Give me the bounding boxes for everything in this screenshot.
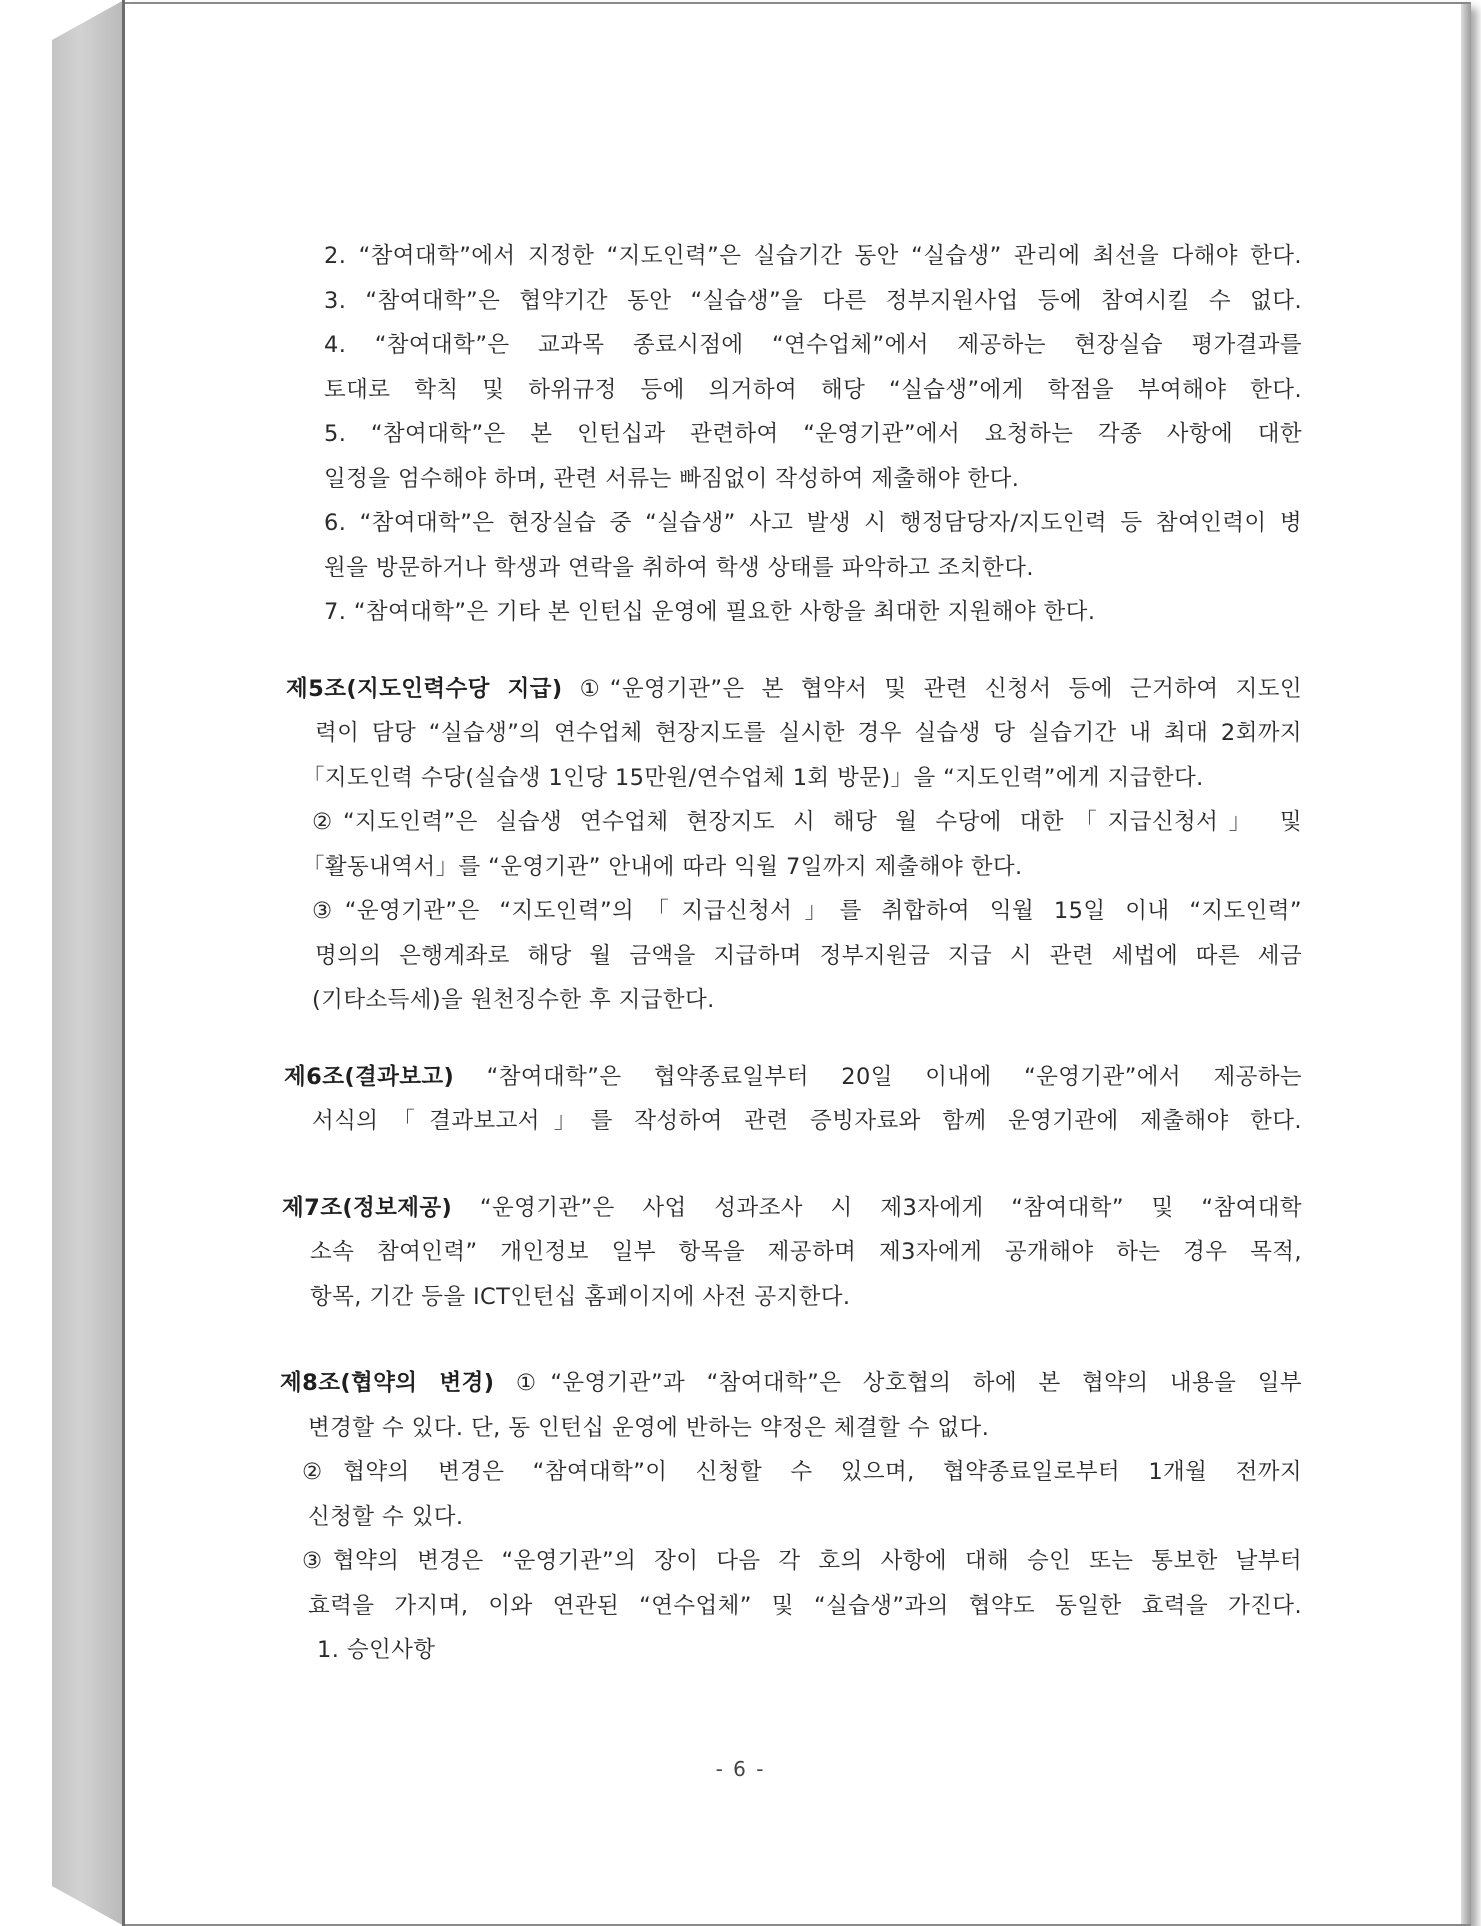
list-item-5-cont: 일정을 엄수해야 하며, 관련 서류는 빠짐없이 작성하여 제출해야 한다.: [324, 465, 1020, 492]
page-content: [162, 234, 1302, 1673]
article-5-para-2: ②“지도인력”은 실습생 연수업체 현장지도 시 해당 월 수당에 대한「지급신청서」 및: [312, 809, 1302, 835]
article-5-para-2-cont: 「활동내역서」를 “운영기관” 안내에 따라 익월 7일까지 제출해야 한다.: [302, 853, 1023, 880]
article-8-line-2: 변경할 수 있다. 단, 동 인턴십 운영에 반하는 약정은 체결할 수 없다.: [308, 1414, 990, 1441]
article-6-line-2: 서식의「결과보고서」를 작성하여 관련 증빙자료와 함께 운영기관에 제출해야 한다.: [312, 1108, 1302, 1134]
article-5-line-3: 「지도인력 수당(실습생 1인당 15만원/연수업체 1회 방문)」을 “지도인력”에게 지급한다.: [302, 764, 1204, 791]
list-item-4-cont: 토대로 학칙 및 하위규정 등에 의거하여 해당 “실습생”에게 학점을 부여해야 한다.: [324, 376, 1302, 403]
article-6-text-1: “참여대학”은 협약종료일부터 20일 이내에 “운영기관”에서 제공하는: [454, 1063, 1302, 1090]
article-6-line-1: [162, 1055, 1302, 1100]
article-8-para-2: ②협약의 변경은 “참여대학”이 신청할 수 있으며, 협약종료일로부터 1개월 전까지: [302, 1459, 1302, 1485]
article-5-line-1: [162, 667, 1302, 712]
article-5-line-2: 력이 담당 “실습생”의 연수업체 현장지도를 실시한 경우 실습생 당 실습기간 내 최대 2회까지: [315, 720, 1302, 746]
article-8-para-3: ③협약의 변경은 “운영기관”의 장이 다음 각 호의 사항에 대해 승인 또는 통보한 날부터: [302, 1548, 1302, 1574]
list-item-6-cont: 원을 방문하거나 학생과 연락을 취하여 학생 상태를 파악하고 조치한다.: [324, 554, 1034, 581]
list-item-2: 2. “참여대학”에서 지정한 “지도인력”은 실습기간 동안 “실습생” 관리에 최선을 다해야 한다.: [324, 243, 1302, 269]
list-item-4: 4. “참여대학”은 교과목 종료시점에 “연수업체”에서 제공하는 현장실습 평가결과를: [324, 332, 1302, 358]
article-8-para-3-cont: 효력을 가지며, 이와 연관된 “연수업체” 및 “실습생”과의 협약도 동일한 효력을 가진다.: [308, 1592, 1302, 1619]
article-7-line-1: [162, 1186, 1302, 1231]
article-5-para-3-cont: 명의의 은행계좌로 해당 월 금액을 지급하며 정부지원금 지급 시 관련 세법에 따른 세금: [315, 942, 1302, 969]
article-7-text-1: “운영기관”은 사업 성과조사 시 제3자에게 “참여대학” 및 “참여대학: [452, 1194, 1302, 1221]
article-6-title: 제6조(결과보고): [284, 1063, 455, 1090]
page-edge-shadow: [1461, 4, 1471, 1924]
list-item-7: 7. “참여대학”은 기타 본 인턴십 운영에 필요한 사항을 최대한 지원해야 한다.: [324, 599, 1096, 625]
article-8-title: 제8조(협약의 변경): [280, 1370, 495, 1396]
list-item-3: 3. “참여대학”은 협약기간 동안 “실습생”을 다른 정부지원사업 등에 참여시킬 수 없다.: [324, 287, 1302, 314]
article-8-para-2-cont: 신청할 수 있다.: [308, 1503, 464, 1530]
document-spine: [52, 0, 124, 1926]
article-7-title: 제7조(정보제공): [282, 1194, 453, 1221]
article-7-line-2: 소속 참여인력” 개인정보 일부 항목을 제공하며 제3자에게 공개해야 하는 경우 목적,: [310, 1239, 1302, 1265]
article-8-text-1: ①“운영기관”과 “참여대학”은 상호협의 하에 본 협약의 내용을 일부: [494, 1370, 1302, 1396]
article-8-subitem-1: 1. 승인사항: [317, 1637, 436, 1663]
list-item-5: 5. “참여대학”은 본 인턴십과 관련하여 “운영기관”에서 요청하는 각종 사항에 대한: [324, 421, 1302, 447]
article-5-para-3: ③“운영기관”은 “지도인력”의「지급신청서」를 취합하여 익월 15일 이내 “지도인력”: [312, 898, 1302, 924]
article-5-text-1: ①“운영기관”은 본 협약서 및 관련 신청서 등에 근거하여 지도인: [562, 675, 1302, 702]
list-item-6: 6. “참여대학”은 현장실습 중 “실습생” 사고 발생 시 행정담당자/지도인력 등 참여인력이 병: [324, 510, 1302, 536]
article-7-line-3: 항목, 기간 등을 ICT인턴십 홈페이지에 사전 공지한다.: [310, 1283, 851, 1310]
article-8-line-1: [162, 1361, 1302, 1406]
page-number: - 6 -: [715, 1757, 766, 1781]
article-5-title: 제5조(지도인력수당 지급): [286, 675, 563, 702]
article-5-para-3-end: (기타소득세)을 원천징수한 후 지급한다.: [312, 987, 715, 1013]
